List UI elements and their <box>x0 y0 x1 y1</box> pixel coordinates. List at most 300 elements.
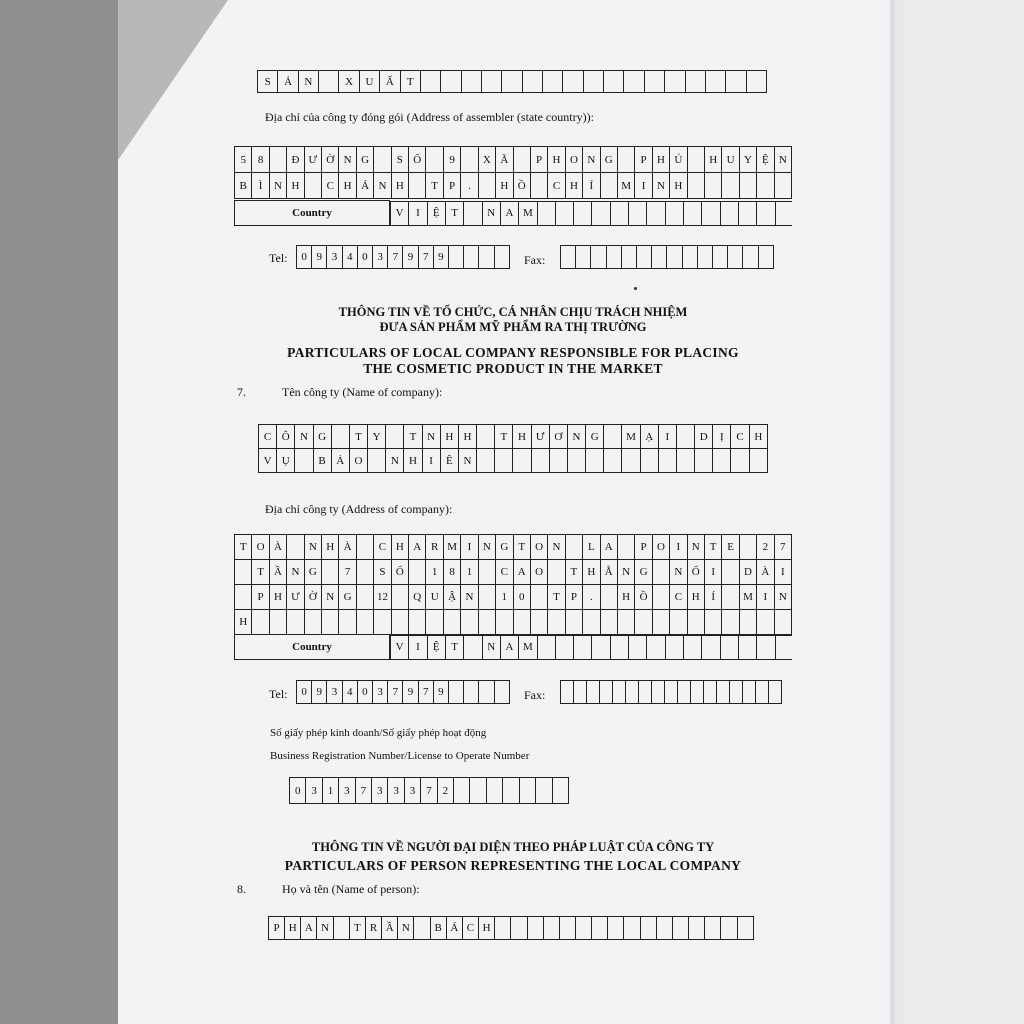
grid-cell: T <box>495 425 513 449</box>
grid-cell <box>743 681 756 704</box>
grid-cell: C <box>548 173 565 199</box>
grid-cell <box>665 71 685 93</box>
grid-cell: D <box>739 560 756 585</box>
grid-cell: N <box>374 173 391 199</box>
grid-cell <box>600 173 617 199</box>
grid-cell: 3 <box>339 778 355 804</box>
grid-cell <box>730 681 743 704</box>
grid-cell: H <box>322 535 339 560</box>
company-address-label: Địa chỉ công ty (Address of company): <box>265 502 453 516</box>
grid-cell: N <box>774 585 791 610</box>
grid-cell <box>695 449 713 473</box>
grid-cell: Ố <box>409 147 426 173</box>
grid-cell: 7 <box>418 246 433 269</box>
grid-cell <box>676 425 694 449</box>
grid-cell <box>583 71 603 93</box>
grid-cell <box>478 173 495 199</box>
grid-cell <box>563 71 583 93</box>
grid-cell: N <box>617 560 634 585</box>
grid-cell <box>449 681 464 704</box>
grid-cell <box>333 917 349 940</box>
grid-cell: 3 <box>327 681 342 704</box>
grid-cell: Ư <box>531 425 549 449</box>
grid-cell: H <box>440 425 458 449</box>
person-heading-en: PARTICULARS OF PERSON REPRESENTING THE LOCAL COMPANY <box>284 858 742 873</box>
grid-cell: T <box>548 585 565 610</box>
country-label: Country <box>235 201 390 226</box>
fax-label: Fax: <box>524 253 546 267</box>
grid-cell <box>391 585 408 610</box>
grid-cell <box>726 71 746 93</box>
grid-cell <box>652 681 665 704</box>
grid-cell <box>717 681 730 704</box>
grid-cell: N <box>583 147 600 173</box>
grid-cell <box>565 610 582 635</box>
grid-cell: 8 <box>443 560 460 585</box>
grid-cell <box>731 449 749 473</box>
grid-cell: H <box>513 425 531 449</box>
grid-cell: H <box>565 173 582 199</box>
grid-cell <box>775 201 792 225</box>
grid-cell: D <box>695 425 713 449</box>
grid-cell: Đ <box>287 147 304 173</box>
grid-cell: N <box>567 425 585 449</box>
grid-cell <box>426 610 443 635</box>
grid-cell: 0 <box>290 778 306 804</box>
grid-cell <box>687 610 704 635</box>
grid-cell <box>757 201 775 225</box>
grid-cell <box>617 147 634 173</box>
grid-cell <box>720 635 738 659</box>
grid-cell <box>685 71 705 93</box>
grid-cell <box>640 917 656 940</box>
grid-cell: Ã <box>496 147 513 173</box>
grid-cell <box>704 610 721 635</box>
grid-cell: 3 <box>388 778 404 804</box>
grid-cell <box>511 917 527 940</box>
grid-cell: H <box>339 173 356 199</box>
grid-cell <box>647 201 665 225</box>
grid-cell <box>495 917 511 940</box>
grid-cell <box>621 246 636 269</box>
grid-cell <box>626 681 639 704</box>
person-name-label: Họ và tên (Name of person): <box>282 882 420 896</box>
grid-cell: P <box>530 147 547 173</box>
grid-cell: N <box>269 173 286 199</box>
grid-cell: N <box>482 635 500 659</box>
grid-cell <box>478 610 495 635</box>
grid-cell <box>561 681 574 704</box>
grid-cell: V <box>259 449 277 473</box>
grid-cell <box>574 681 587 704</box>
grid-cell <box>629 201 647 225</box>
grid-cell: T <box>404 425 422 449</box>
grid-cell <box>486 778 502 804</box>
grid-cell: 9 <box>403 681 418 704</box>
grid-cell: I <box>409 635 427 659</box>
grid-cell: Ấ <box>380 71 400 93</box>
grid-cell: M <box>443 535 460 560</box>
grid-cell: M <box>617 173 634 199</box>
grid-cell: A <box>500 201 518 225</box>
grid-cell: S <box>391 147 408 173</box>
grid-cell <box>502 71 522 93</box>
grid-cell <box>658 449 676 473</box>
grid-cell <box>676 449 694 473</box>
grid-cell: C <box>731 425 749 449</box>
grid-cell: Q <box>409 585 426 610</box>
grid-cell <box>386 425 404 449</box>
grid-cell: Ị <box>713 425 731 449</box>
grid-cell <box>629 635 647 659</box>
grid-cell: 9 <box>433 681 448 704</box>
grid-cell <box>722 173 739 199</box>
grid-cell: N <box>422 425 440 449</box>
grid-cell <box>567 449 585 473</box>
grid-cell <box>689 917 705 940</box>
grid-cell: O <box>252 535 269 560</box>
grid-cell: T <box>704 535 721 560</box>
grid-cell: 7 <box>388 246 403 269</box>
grid-cell <box>555 201 573 225</box>
grid-cell <box>552 778 569 804</box>
grid-cell <box>252 610 269 635</box>
local-company-heading-en-2: THE COSMETIC PRODUCT IN THE MARKET <box>363 361 663 376</box>
grid-cell: H <box>391 535 408 560</box>
company-tel-grid <box>296 680 510 704</box>
grid-cell: 5 <box>235 147 252 173</box>
grid-cell <box>356 585 373 610</box>
grid-cell: A <box>500 635 518 659</box>
grid-cell: Ậ <box>443 585 460 610</box>
grid-cell: G <box>339 585 356 610</box>
grid-cell <box>592 201 610 225</box>
grid-cell <box>414 917 430 940</box>
grid-cell <box>637 246 652 269</box>
grid-cell <box>287 535 304 560</box>
grid-cell <box>548 560 565 585</box>
grid-cell <box>720 201 738 225</box>
grid-cell <box>665 201 683 225</box>
grid-cell: C <box>670 585 687 610</box>
grid-cell: G <box>635 560 652 585</box>
grid-cell: À <box>269 535 286 560</box>
grid-cell: 3 <box>327 246 342 269</box>
grid-cell <box>409 560 426 585</box>
grid-cell <box>454 778 470 804</box>
grid-cell: Y <box>739 147 756 173</box>
grid-cell <box>494 246 509 269</box>
grid-cell <box>322 560 339 585</box>
grid-cell: M <box>739 585 756 610</box>
assembler-address-label: Địa chỉ của công ty đóng gói (Address of assembler (state country)): <box>265 110 594 124</box>
grid-cell <box>758 246 773 269</box>
grid-cell <box>530 585 547 610</box>
grid-cell: M <box>519 201 537 225</box>
grid-cell: Ố <box>391 560 408 585</box>
grid-cell: I <box>670 535 687 560</box>
grid-cell <box>739 610 756 635</box>
grid-cell: O <box>565 147 582 173</box>
grid-cell <box>513 610 530 635</box>
grid-cell <box>530 610 547 635</box>
grid-cell: 12 <box>374 585 391 610</box>
grid-cell: 3 <box>306 778 322 804</box>
grid-cell <box>479 681 494 704</box>
grid-cell <box>665 681 678 704</box>
grid-cell <box>420 71 440 93</box>
grid-cell: 1 <box>461 560 478 585</box>
grid-cell <box>235 585 252 610</box>
grid-cell: 7 <box>421 778 437 804</box>
grid-cell <box>604 425 622 449</box>
grid-cell: Ố <box>687 560 704 585</box>
grid-cell <box>647 635 665 659</box>
grid-cell <box>464 246 479 269</box>
grid-cell: 3 <box>373 681 388 704</box>
grid-cell: I <box>422 449 440 473</box>
grid-cell <box>537 635 555 659</box>
grid-cell <box>738 635 756 659</box>
grid-cell <box>624 71 644 93</box>
grid-cell: 3 <box>373 246 388 269</box>
grid-cell <box>743 246 758 269</box>
grid-cell: G <box>496 535 513 560</box>
grid-cell <box>624 917 640 940</box>
grid-cell: I <box>409 201 427 225</box>
grid-cell: T <box>235 535 252 560</box>
grid-cell: B <box>313 449 331 473</box>
grid-cell: V <box>391 201 409 225</box>
grid-cell <box>537 201 555 225</box>
license-label-vi: Số giấy phép kinh doanh/Số giấy phép hoạt động <box>270 727 487 739</box>
grid-cell: N <box>295 425 313 449</box>
grid-cell <box>670 610 687 635</box>
grid-cell <box>522 71 542 93</box>
grid-cell <box>304 173 321 199</box>
grid-cell <box>678 681 691 704</box>
grid-cell: 4 <box>342 681 357 704</box>
grid-cell: 4 <box>342 246 357 269</box>
grid-cell <box>644 71 664 93</box>
license-number-grid <box>289 777 569 804</box>
grid-cell: H <box>287 173 304 199</box>
grid-cell <box>591 246 606 269</box>
grid-cell <box>531 449 549 473</box>
grid-cell: N <box>304 535 321 560</box>
person-heading-vi: THÔNG TIN VỀ NGƯỜI ĐẠI DIỆN THEO PHÁP LUẬT CỦA CÔNG TY <box>311 840 715 854</box>
grid-cell: C <box>496 560 513 585</box>
grid-cell <box>530 173 547 199</box>
grid-cell: T <box>400 71 420 93</box>
local-company-heading-en-1: PARTICULARS OF LOCAL COMPANY RESPONSIBLE FOR PLACING <box>287 345 739 360</box>
grid-cell <box>426 147 443 173</box>
grid-cell: S <box>374 560 391 585</box>
grid-cell: 7 <box>418 681 433 704</box>
grid-cell <box>574 201 592 225</box>
grid-cell <box>604 449 622 473</box>
item-number-8: 8. <box>237 882 246 896</box>
grid-cell: 9 <box>433 246 448 269</box>
grid-cell <box>461 71 481 93</box>
grid-cell: I <box>774 560 791 585</box>
grid-cell <box>536 778 552 804</box>
grid-cell: N <box>548 535 565 560</box>
grid-cell: H <box>479 917 495 940</box>
grid-cell: C <box>322 173 339 199</box>
grid-cell <box>756 681 769 704</box>
grid-cell: Ư <box>287 585 304 610</box>
grid-cell: H <box>404 449 422 473</box>
grid-cell: . <box>583 585 600 610</box>
grid-cell: Ụ <box>277 449 295 473</box>
grid-cell: 9 <box>312 246 327 269</box>
company-address-grid <box>234 534 792 635</box>
grid-cell: 2 <box>437 778 453 804</box>
grid-cell: 7 <box>774 535 791 560</box>
grid-cell: G <box>304 560 321 585</box>
grid-cell: A <box>513 560 530 585</box>
fax-label: Fax: <box>524 688 546 702</box>
person-name-grid <box>268 916 754 940</box>
grid-cell: 0 <box>357 246 372 269</box>
grid-cell <box>600 681 613 704</box>
grid-cell: 9 <box>443 147 460 173</box>
grid-cell <box>592 917 608 940</box>
company-name-grid <box>258 424 768 473</box>
grid-cell: 0 <box>297 246 312 269</box>
grid-cell: Ắ <box>600 560 617 585</box>
grid-cell <box>295 449 313 473</box>
grid-cell: H <box>285 917 301 940</box>
grid-cell: V <box>391 635 409 659</box>
grid-cell: N <box>458 449 476 473</box>
grid-cell <box>464 635 482 659</box>
grid-cell <box>391 610 408 635</box>
grid-cell <box>608 917 624 940</box>
grid-cell <box>613 681 626 704</box>
grid-cell <box>622 449 640 473</box>
grid-cell <box>479 246 494 269</box>
grid-cell: A <box>600 535 617 560</box>
grid-cell: T <box>349 425 367 449</box>
assembler-tel-grid <box>296 245 510 269</box>
grid-cell: I <box>461 535 478 560</box>
grid-cell: N <box>322 585 339 610</box>
assembler-country-row <box>234 200 792 226</box>
grid-cell: O <box>652 535 669 560</box>
grid-cell <box>576 246 591 269</box>
grid-cell: H <box>496 173 513 199</box>
grid-cell: O <box>530 535 547 560</box>
grid-cell: Ê <box>440 449 458 473</box>
grid-cell <box>757 610 774 635</box>
grid-cell: I <box>658 425 676 449</box>
grid-cell <box>331 425 349 449</box>
grid-cell <box>519 778 535 804</box>
grid-cell <box>356 535 373 560</box>
grid-cell: P <box>269 917 285 940</box>
grid-cell: H <box>548 147 565 173</box>
grid-cell: P <box>443 173 460 199</box>
grid-cell <box>543 71 563 93</box>
grid-cell: I <box>704 560 721 585</box>
grid-cell: C <box>462 917 478 940</box>
grid-cell <box>757 635 775 659</box>
grid-cell <box>235 560 252 585</box>
grid-cell: T <box>252 560 269 585</box>
assembler-name-grid <box>257 70 767 93</box>
grid-cell <box>687 173 704 199</box>
grid-cell <box>656 917 672 940</box>
grid-cell: G <box>586 425 604 449</box>
grid-cell <box>449 246 464 269</box>
grid-cell: Á <box>446 917 462 940</box>
company-country-row <box>234 634 792 660</box>
grid-cell: Ú <box>670 147 687 173</box>
grid-cell: N <box>687 535 704 560</box>
grid-cell <box>738 201 756 225</box>
grid-cell <box>555 635 573 659</box>
grid-cell: C <box>374 535 391 560</box>
grid-cell <box>464 681 479 704</box>
grid-cell <box>722 610 739 635</box>
grid-cell <box>356 610 373 635</box>
local-company-heading-vi-2: ĐƯA SẢN PHẨM MỸ PHẨM RA THỊ TRƯỜNG <box>379 320 647 334</box>
grid-cell <box>368 449 386 473</box>
grid-cell: U <box>722 147 739 173</box>
grid-cell: X <box>339 71 359 93</box>
grid-cell <box>548 610 565 635</box>
grid-cell <box>322 610 339 635</box>
tel-label: Tel: <box>269 251 288 265</box>
grid-cell: 9 <box>312 681 327 704</box>
grid-cell: 0 <box>357 681 372 704</box>
grid-cell <box>746 71 766 93</box>
grid-cell <box>774 173 791 199</box>
grid-cell: H <box>749 425 767 449</box>
grid-cell: Á <box>356 173 373 199</box>
grid-cell <box>470 778 486 804</box>
grid-cell <box>478 585 495 610</box>
grid-cell <box>691 681 704 704</box>
grid-cell: Ả <box>278 71 298 93</box>
grid-cell <box>665 635 683 659</box>
grid-cell: . <box>461 173 478 199</box>
grid-cell: H <box>617 585 634 610</box>
grid-cell <box>503 778 519 804</box>
grid-cell <box>640 449 658 473</box>
grid-cell: 1 <box>496 585 513 610</box>
grid-cell <box>682 246 697 269</box>
grid-cell <box>667 246 682 269</box>
grid-cell <box>600 610 617 635</box>
grid-cell <box>549 449 567 473</box>
grid-cell: Ồ <box>513 173 530 199</box>
grid-cell <box>604 71 624 93</box>
grid-cell: Ì <box>252 173 269 199</box>
grid-cell <box>269 610 286 635</box>
grid-cell <box>739 173 756 199</box>
grid-cell <box>721 917 737 940</box>
grid-cell: Í <box>704 585 721 610</box>
grid-cell: A <box>301 917 317 940</box>
grid-cell: 0 <box>513 585 530 610</box>
grid-cell <box>617 610 634 635</box>
grid-cell: 7 <box>355 778 371 804</box>
grid-cell <box>705 917 721 940</box>
grid-cell: Ờ <box>322 147 339 173</box>
